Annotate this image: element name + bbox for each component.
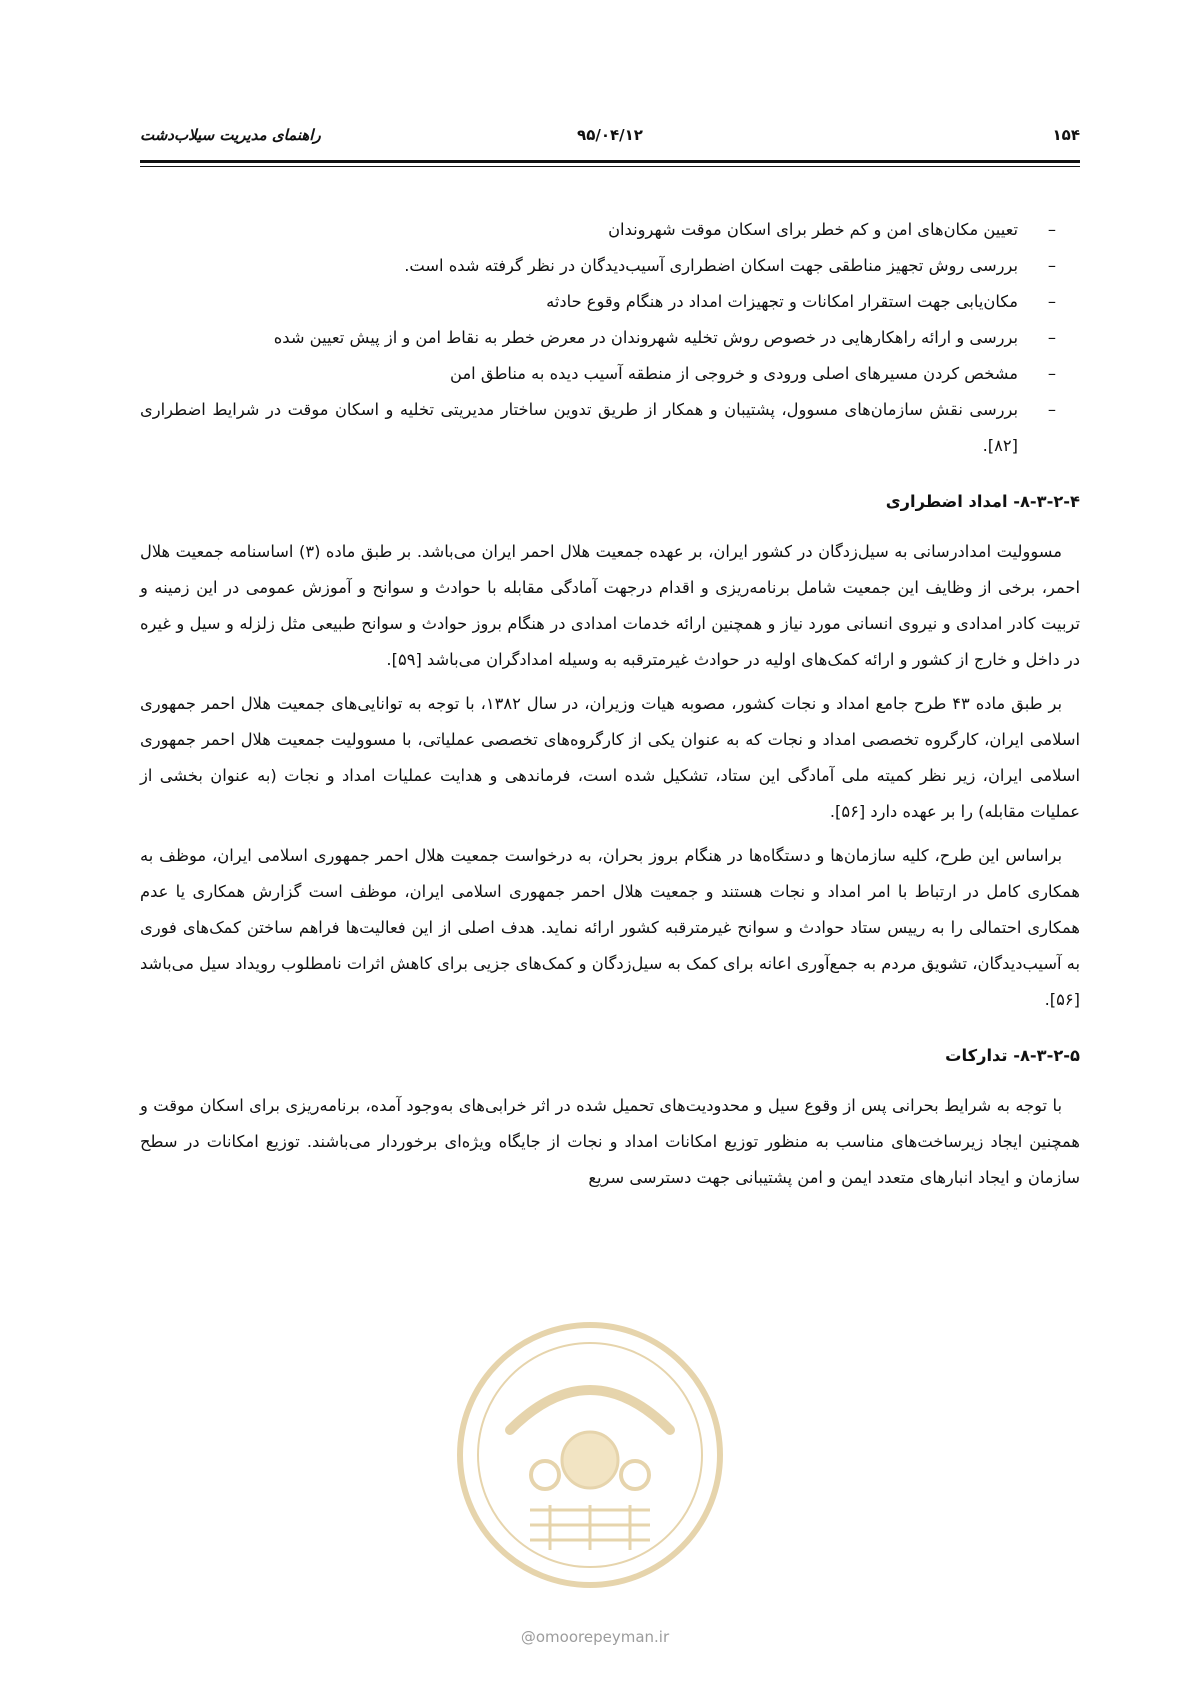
book-title: راهنمای مدیریت سیلاب‌دشت [140, 126, 321, 144]
list-item [140, 320, 1080, 356]
dash-marker: – [1047, 292, 1057, 311]
seal-logo-icon [440, 1310, 740, 1600]
section-heading-emergency-relief: ۸-۳-۲-۴- امداد اضطراری [885, 492, 1080, 511]
section-heading-logistics: ۸-۳-۲-۵- تدارکات [945, 1046, 1080, 1065]
list-item-text: بررسی و ارائه راهکارهایی در خصوص روش تخلیه شهروندان در معرض خطر به نقاط امن و از پیش تعیین شده [273, 328, 1018, 347]
dash-marker: – [1047, 364, 1057, 383]
paragraph: بر طبق ماده ۴۳ طرح جامع امداد و نجات کشور، مصوبه هیات وزیران، در سال ۱۳۸۲، با توجه به توانایی‌های جمعیت هلال احمر جمهوری اسلامی ایران، کارگروه تخصصی امداد و نجات که به عنوان یکی از کارگروه‌های تخصصی عملیاتی، با مسوولیت جمعیت هلال احمر جمهوری اسلامی ایران، زیر نظر کمیته ملی آمادگی این ستاد، تشکیل شده است، فرماندهی و هدایت عملیات امداد و نجات (به عنوان بخشی از عملیات مقابله) را بر عهده دارد [۵۶]. [140, 694, 1080, 821]
paragraph: با توجه به شرایط بحرانی پس از وقوع سیل و محدودیت‌های تحمیل شده در اثر خرابی‌های به‌وجود آمده، برنامه‌ریزی برای اسکان موقت و همچنین ایجاد زیرساخت‌های مناسب به منظور توزیع امکانات امداد و نجات از جایگاه ویژه‌ای برخوردار می‌باشند. توزیع امکانات در سطح سازمان و ایجاد انبارهای متعدد ایمن و امن پشتیبانی جهت دسترسی سریع [140, 1096, 1080, 1187]
dash-marker: – [1047, 328, 1057, 347]
page-number: ۱۵۴ [1052, 126, 1080, 144]
watermark-site: @omoorepeyman.ir [520, 1628, 670, 1646]
list-item [140, 284, 1080, 320]
dash-marker: – [1047, 400, 1057, 419]
list-item-text: تعیین مکان‌های امن و کم خطر برای اسکان موقت شهروندان [608, 220, 1018, 239]
list-item-text: بررسی نقش سازمان‌های مسوول، پشتیبان و همکار از طریق تدوین ساختار مدیریتی تخلیه و اسکان موقت در شرایط اضطراری [۸۲]. [140, 400, 1018, 455]
header-rule-thin [140, 166, 1080, 167]
list-item-text: مکان‌یابی جهت استقرار امکانات و تجهیزات امداد در هنگام وقوع حادثه [546, 292, 1018, 311]
header-rule-thick [140, 160, 1080, 163]
list-item [140, 392, 1080, 464]
list-item-text: بررسی روش تجهیز مناطقی جهت اسکان اضطراری آسیب‌دیدگان در نظر گرفته شده است. [404, 256, 1018, 275]
list-item [140, 356, 1080, 392]
page-header [140, 122, 1080, 152]
paragraph: مسوولیت امدادرسانی به سیل‌زدگان در کشور ایران، بر عهده جمعیت هلال احمر ایران می‌باشد. بر طبق ماده (۳) اساسنامه جمعیت هلال احمر، برخی از وظایف این جمعیت شامل برنامه‌ریزی و اقدام درجهت آمادگی مقابله با حوادث و سوانح و آموزش عمومی در این زمینه و تربیت کادر امدادی و نیروی انسانی مورد نیاز و همچنین ارائه خدمات امدادی در هنگام بروز حوادث و سوانح طبیعی مثل زلزله و سیل و غیره در داخل و خارج از کشور و ارائه کمک‌های اولیه در حوادث غیرمترقبه به وسیله امدادگران می‌باشد [۵۹]. [140, 542, 1080, 669]
paragraph: براساس این طرح، کلیه سازمان‌ها و دستگاه‌ها در هنگام بروز بحران، به درخواست جمعیت هلال احمر جمهوری اسلامی ایران، موظف به همکاری کامل در ارتباط با امر امداد و نجات هستند و جمعیت هلال احمر جمهوری اسلامی ایران، موظف است گزارش همکاری یا عدم همکاری احتمالی را به رییس ستاد حوادث و سوانح غیرمترقبه کشور ارائه نماید. هدف اصلی از این فعالیت‌ها فراهم ساختن کمک‌های فوری به آسیب‌دیدگان، تشویق مردم به جمع‌آوری اعانه برای کمک به سیل‌زدگان و کمک‌های جزیی برای کاهش اثرات نامطلوب رویداد سیل می‌باشد [۵۶]. [140, 846, 1080, 1009]
list-item [140, 212, 1080, 248]
list-item [140, 248, 1080, 284]
bullet-list [140, 212, 1080, 464]
list-item-text: مشخص کردن مسیرهای اصلی ورودی و خروجی از منطقه آسیب دیده به مناطق امن [450, 364, 1018, 383]
dash-marker: – [1047, 256, 1057, 275]
dash-marker: – [1047, 220, 1057, 239]
header-date: ۹۵/۰۴/۱۲ [577, 126, 643, 144]
page-body [140, 212, 1080, 1204]
